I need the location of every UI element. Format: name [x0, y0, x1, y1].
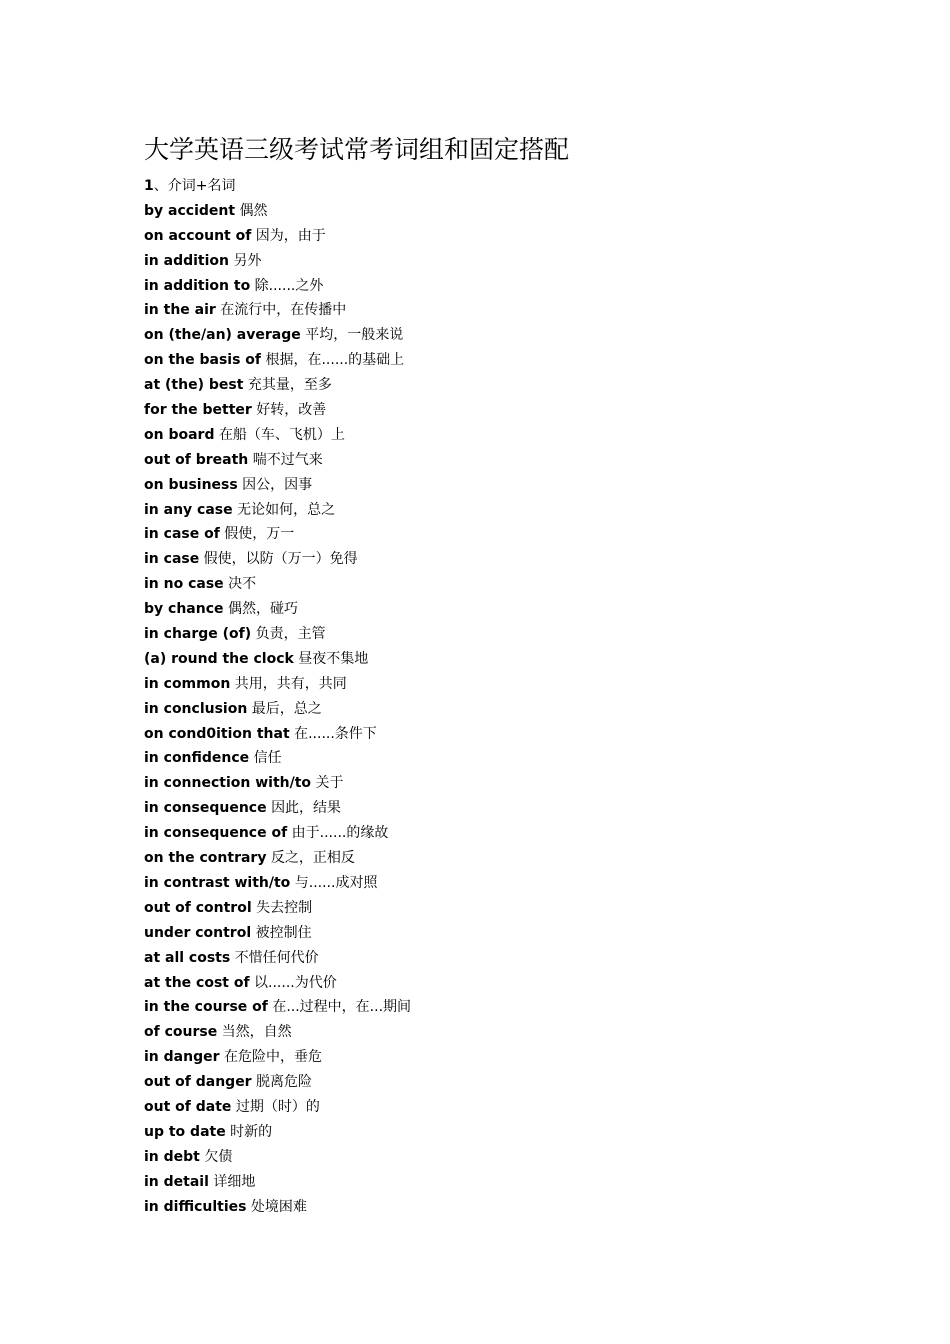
list-item [144, 1070, 844, 1095]
phrase-term: under control [144, 924, 252, 941]
list-item [144, 274, 844, 299]
phrase-meaning: 在船（车、飞机）上 [218, 426, 345, 443]
phrase-meaning: 在流行中，在传播中 [220, 302, 347, 319]
list-item [144, 1170, 844, 1195]
phrase-term: in conclusion [144, 700, 248, 717]
list-item [144, 821, 844, 846]
list-item [144, 672, 844, 697]
phrase-meaning: 信任 [253, 750, 282, 767]
list-item [144, 896, 844, 921]
phrase-term: at (the) best [144, 377, 244, 394]
phrase-meaning: 由于......的缘故 [291, 825, 389, 842]
phrase-term: in no case [144, 576, 224, 593]
phrase-term: out of danger [144, 1074, 252, 1091]
phrase-term: in difficulties [144, 1198, 247, 1215]
list-item [144, 1120, 844, 1145]
phrase-term: (a) round the clock [144, 650, 294, 667]
phrase-meaning: 不惜任何代价 [234, 949, 319, 966]
phrase-meaning: 因为，由于 [255, 227, 326, 244]
phrase-meaning: 当然，自然 [221, 1024, 292, 1041]
phrase-meaning: 平均，一般来说 [305, 327, 404, 344]
phrase-term: in confidence [144, 750, 250, 767]
phrase-meaning: 偶然，碰巧 [227, 601, 298, 618]
list-item [144, 572, 844, 597]
list-item [144, 348, 844, 373]
phrase-term: in debt [144, 1148, 200, 1165]
phrase-term: in case of [144, 526, 220, 543]
list-item [144, 796, 844, 821]
phrase-term: at all costs [144, 949, 231, 966]
phrase-term: up to date [144, 1123, 226, 1140]
phrase-meaning: 假使，万一 [224, 526, 295, 543]
phrase-term: in case [144, 551, 200, 568]
phrase-term: on board [144, 426, 215, 443]
phrase-term: on account of [144, 227, 252, 244]
phrase-term: in danger [144, 1049, 220, 1066]
phrase-meaning: 被控制住 [255, 924, 312, 941]
phrase-meaning: 喘不过气来 [252, 451, 323, 468]
phrase-meaning: 欠债 [204, 1148, 233, 1165]
phrase-term: in common [144, 675, 231, 692]
list-item [144, 547, 844, 572]
list-item [144, 871, 844, 896]
phrase-meaning: 另外 [233, 252, 262, 269]
list-item [144, 697, 844, 722]
list-item [144, 423, 844, 448]
phrase-term: by chance [144, 601, 224, 618]
phrase-term: in contrast with/to [144, 874, 291, 891]
phrase-meaning: 因此，结果 [271, 800, 342, 817]
list-item [144, 647, 844, 672]
phrase-meaning: 处境困难 [250, 1198, 307, 1215]
phrase-meaning: 反之，正相反 [270, 850, 355, 867]
document-title: 大学英语三级考试常考词组和固定搭配 [144, 135, 570, 164]
phrase-meaning: 最后，总之 [251, 700, 322, 717]
list-item [144, 597, 844, 622]
list-item [144, 1145, 844, 1170]
phrase-meaning: 详细地 [213, 1173, 256, 1190]
phrase-meaning: 偶然 [239, 202, 268, 219]
list-item [144, 1195, 844, 1220]
phrase-meaning: 时新的 [230, 1123, 273, 1140]
phrase-meaning: 过期（时）的 [235, 1098, 320, 1115]
phrase-term: in the air [144, 302, 216, 319]
phrase-meaning: 因公，因事 [242, 476, 313, 493]
phrase-meaning: 决不 [228, 576, 257, 593]
phrase-meaning: 充其量，至多 [247, 377, 332, 394]
phrase-meaning: 负责，主管 [255, 626, 326, 643]
phrase-term: in addition to [144, 277, 251, 294]
phrase-meaning: 无论如何，总之 [237, 501, 336, 518]
phrase-meaning: 脱离危险 [256, 1074, 313, 1091]
list-item [144, 921, 844, 946]
phrase-term: in detail [144, 1173, 209, 1190]
list-item [144, 522, 844, 547]
phrase-term: in charge (of) [144, 626, 252, 643]
phrase-term: in the course of [144, 999, 268, 1016]
list-item [144, 298, 844, 323]
phrase-term: for the better [144, 402, 252, 419]
list-item [144, 199, 844, 224]
list-item [144, 224, 844, 249]
phrase-term: in connection with/to [144, 775, 312, 792]
list-item [144, 323, 844, 348]
list-item [144, 771, 844, 796]
section-number: 1 [144, 178, 154, 194]
list-item [144, 398, 844, 423]
phrase-term: in consequence of [144, 825, 288, 842]
list-item [144, 746, 844, 771]
list-item [144, 971, 844, 996]
list-item [144, 846, 844, 871]
phrase-term: on the basis of [144, 352, 262, 369]
list-item [144, 448, 844, 473]
list-item [144, 1020, 844, 1045]
phrase-term: out of breath [144, 451, 249, 468]
phrase-term: on cond0ition that [144, 725, 290, 742]
phrase-term: in addition [144, 252, 230, 269]
phrase-meaning: 在危险中，垂危 [223, 1049, 322, 1066]
list-item [144, 373, 844, 398]
section-heading [144, 174, 844, 199]
phrase-term: on the contrary [144, 850, 267, 867]
list-item [144, 622, 844, 647]
phrase-term: out of control [144, 899, 252, 916]
list-item [144, 1045, 844, 1070]
phrase-meaning: 除......之外 [254, 277, 324, 294]
phrase-list [144, 199, 844, 1220]
list-item [144, 498, 844, 523]
list-item [144, 249, 844, 274]
phrase-meaning: 假使，以防（万一）免得 [203, 551, 358, 568]
phrase-term: in any case [144, 501, 233, 518]
phrase-meaning: 与......成对照 [294, 874, 378, 891]
phrase-meaning: 以......为代价 [254, 974, 337, 991]
phrase-meaning: 根据，在......的基础上 [265, 352, 405, 369]
phrase-term: at the cost of [144, 974, 250, 991]
phrase-meaning: 失去控制 [256, 899, 313, 916]
document-page [144, 130, 844, 1219]
phrase-meaning: 在......条件下 [294, 725, 377, 742]
phrase-term: on business [144, 476, 238, 493]
phrase-meaning: 好转，改善 [256, 402, 327, 419]
phrase-meaning: 共用，共有，共同 [234, 675, 347, 692]
list-item [144, 473, 844, 498]
phrase-term: by accident [144, 202, 236, 219]
list-item [144, 1095, 844, 1120]
list-item [144, 722, 844, 747]
phrase-meaning: 在...过程中，在...期间 [272, 999, 412, 1016]
phrase-term: on (the/an) average [144, 327, 301, 344]
phrase-term: out of date [144, 1098, 232, 1115]
list-item [144, 946, 844, 971]
phrase-term: of course [144, 1024, 218, 1041]
phrase-meaning: 关于 [315, 775, 344, 792]
section-label: 、介词+名词 [153, 178, 236, 194]
phrase-meaning: 昼夜不集地 [298, 650, 369, 667]
list-item [144, 995, 844, 1020]
phrase-term: in consequence [144, 800, 267, 817]
